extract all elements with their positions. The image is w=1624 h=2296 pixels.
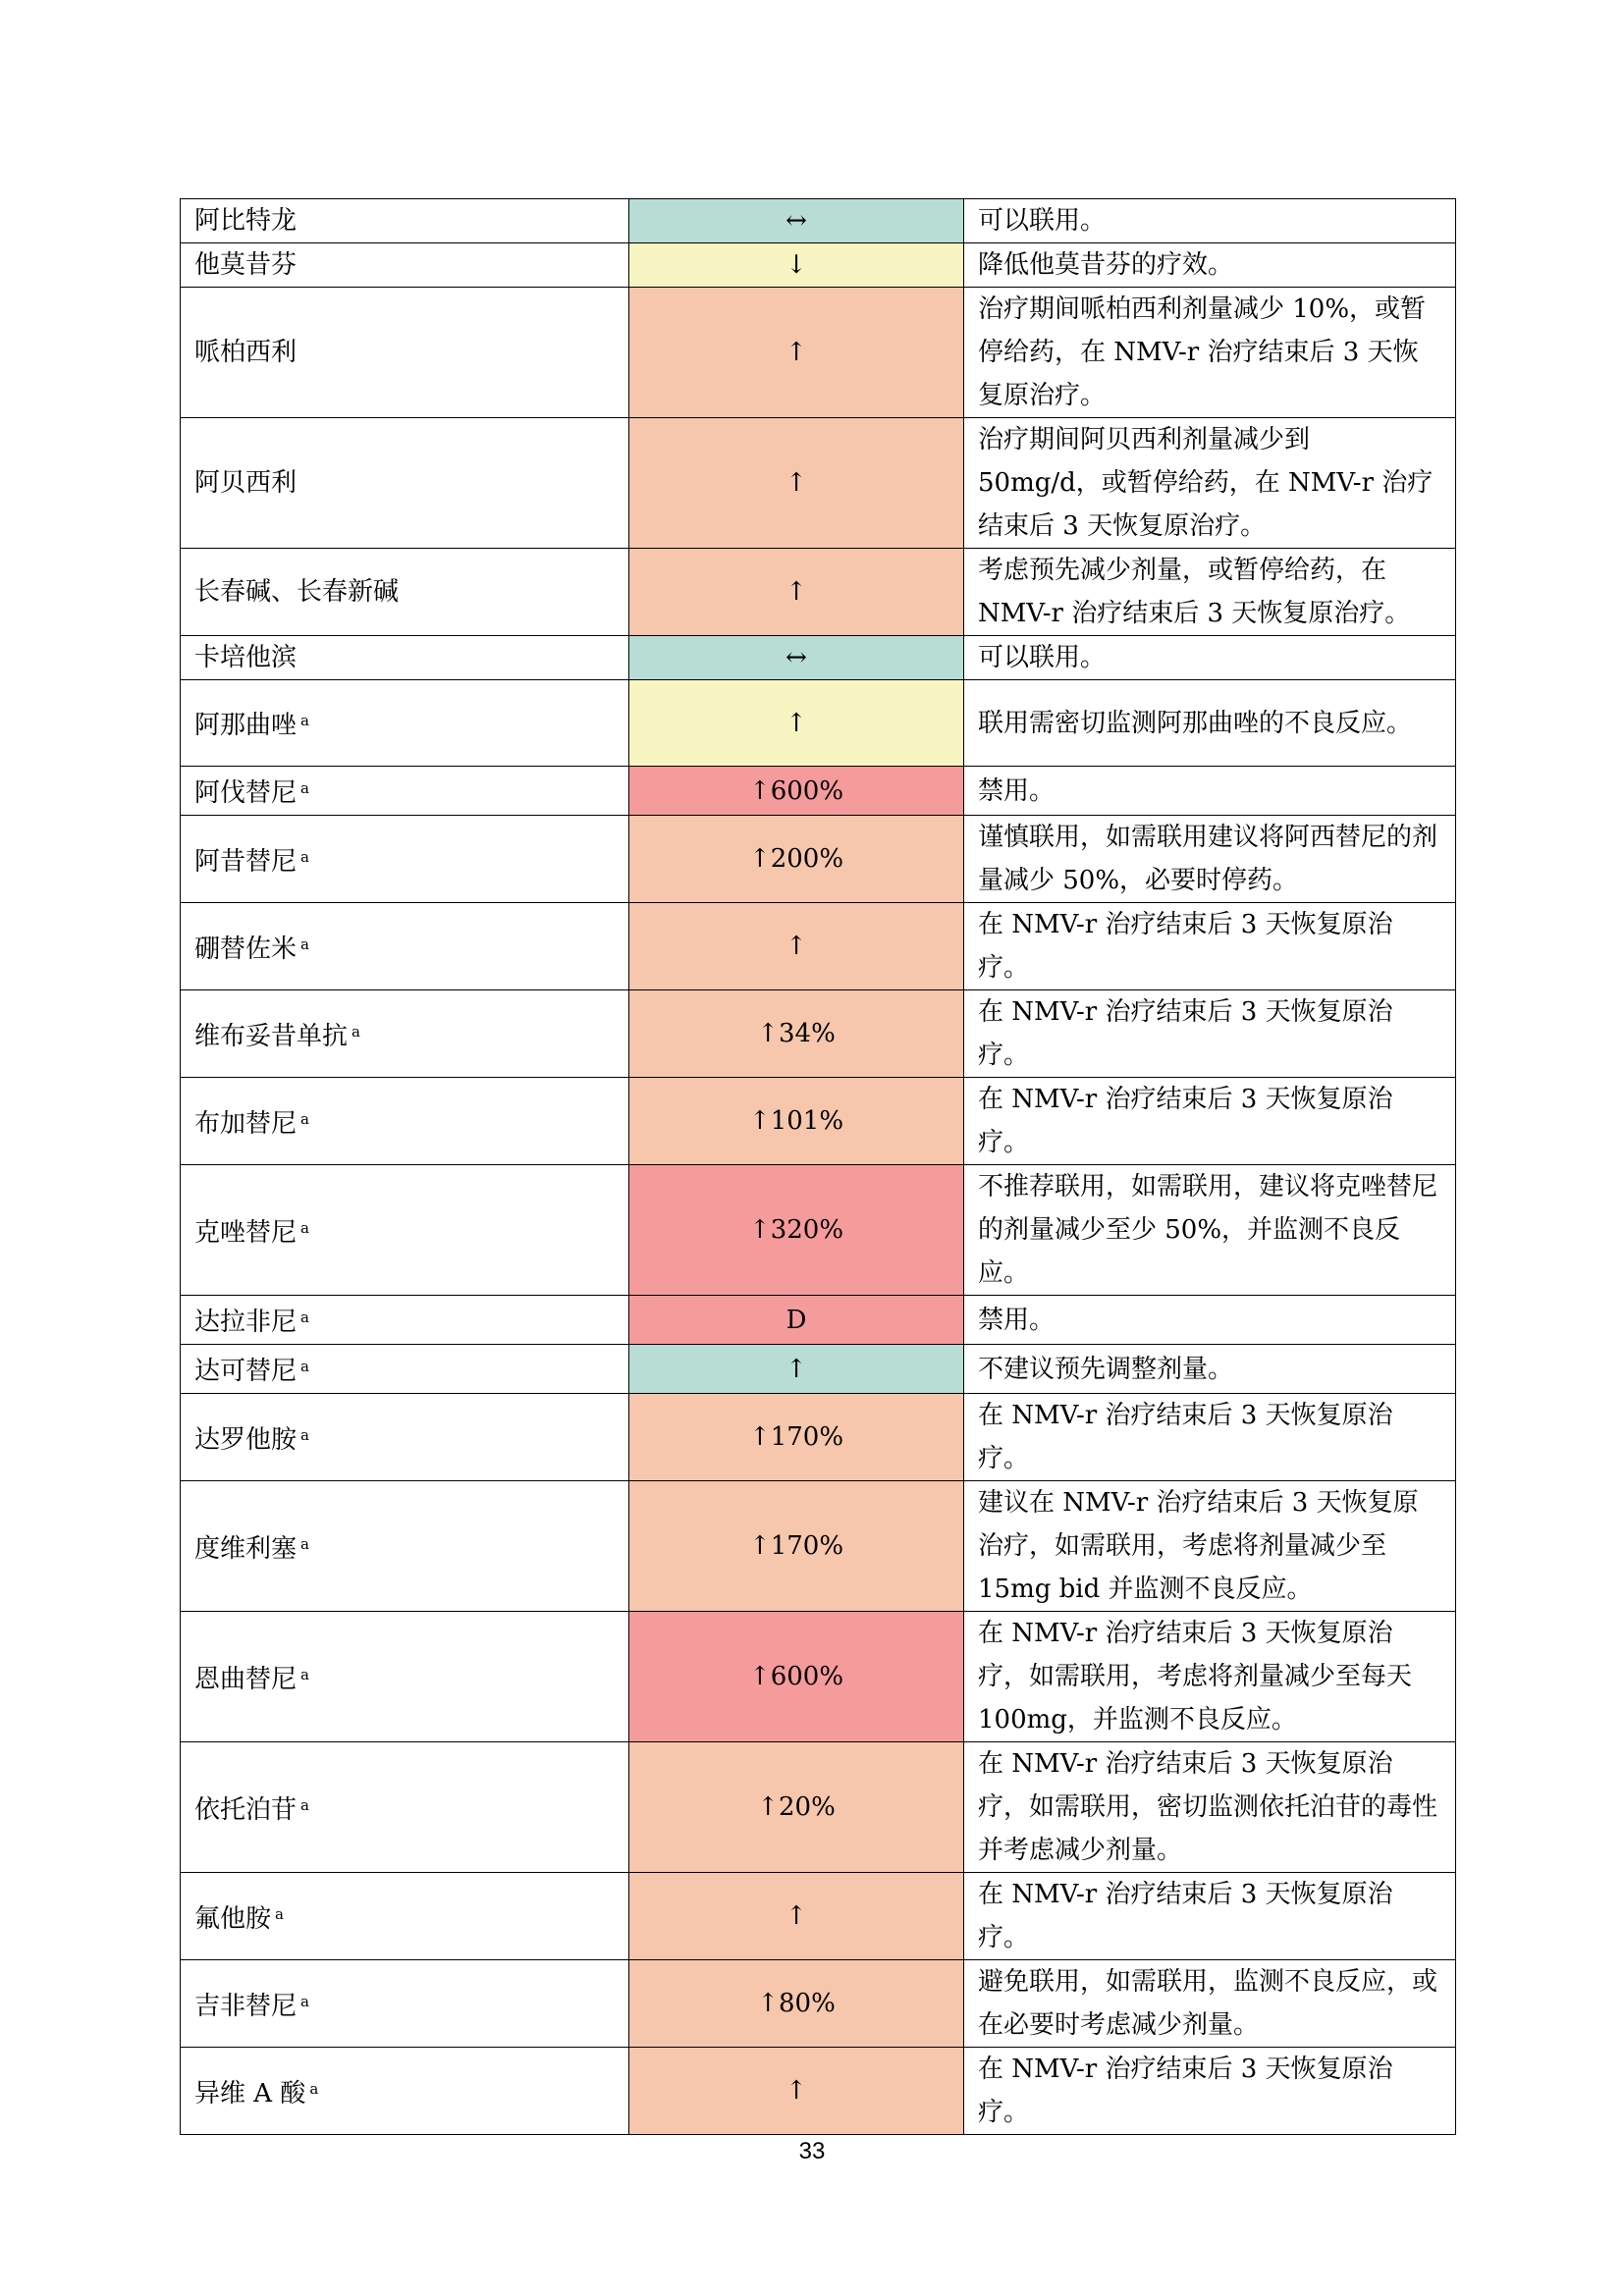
interaction-effect-cell: ↑ — [629, 549, 964, 636]
drug-name-cell — [181, 2048, 629, 2135]
drug-name-cell — [181, 767, 629, 816]
interaction-effect-cell: ↑600% — [629, 1612, 964, 1742]
recommendation-cell: 在 NMV-r 治疗结束后 3 天恢复原治疗。 — [964, 903, 1456, 990]
recommendation-cell: 可以联用。 — [964, 199, 1456, 243]
recommendation-cell: 在 NMV-r 治疗结束后 3 天恢复原治疗。 — [964, 1873, 1456, 1960]
drug-name: 阿比特龙 — [194, 206, 298, 236]
footnote-marker: a — [300, 1109, 309, 1128]
interaction-effect-cell: ↑20% — [629, 1742, 964, 1873]
drug-name: 卡培他滨 — [194, 643, 298, 672]
drug-name: 布加替尼 — [194, 1108, 298, 1139]
drug-name: 阿贝西利 — [194, 468, 298, 498]
table-row — [181, 418, 1456, 549]
drug-name-cell — [181, 1296, 629, 1345]
table-row — [181, 1296, 1456, 1345]
table-row — [181, 199, 1456, 243]
recommendation-cell: 在 NMV-r 治疗结束后 3 天恢复原治疗。 — [964, 2048, 1456, 2135]
drug-name-cell — [181, 636, 629, 680]
interaction-effect-cell: ↑ — [629, 680, 964, 767]
interaction-effect-cell: ↑ — [629, 1873, 964, 1960]
interaction-effect-cell: ↑170% — [629, 1394, 964, 1481]
page-number: 33 — [798, 2138, 826, 2164]
recommendation-cell: 在 NMV-r 治疗结束后 3 天恢复原治疗。 — [964, 990, 1456, 1078]
table-row — [181, 767, 1456, 816]
footnote-marker: a — [300, 847, 309, 866]
drug-name: 氟他胺 — [194, 1903, 272, 1934]
interaction-effect-cell: ↑170% — [629, 1481, 964, 1612]
drug-name-cell — [181, 903, 629, 990]
drug-name-cell — [181, 1165, 629, 1296]
footnote-marker: a — [352, 1022, 360, 1041]
drug-name: 克唑替尼 — [194, 1217, 298, 1248]
table-row — [181, 903, 1456, 990]
table-row — [181, 990, 1456, 1078]
drug-name-cell — [181, 549, 629, 636]
recommendation-cell: 在 NMV-r 治疗结束后 3 天恢复原治疗。 — [964, 1078, 1456, 1165]
drug-name: 阿伐替尼 — [194, 778, 298, 808]
table-row — [181, 288, 1456, 418]
drug-name: 长春碱、长春新碱 — [194, 577, 400, 607]
drug-name: 哌柏西利 — [194, 338, 298, 367]
recommendation-cell: 在 NMV-r 治疗结束后 3 天恢复原治疗。 — [964, 1394, 1456, 1481]
recommendation-cell: 禁用。 — [964, 767, 1456, 816]
interaction-effect-cell: D — [629, 1296, 964, 1345]
drug-name-cell — [181, 1960, 629, 2048]
recommendation-cell: 建议在 NMV-r 治疗结束后 3 天恢复原治疗，如需联用，考虑将剂量减少至 15mg bid 并监测不良反应。 — [964, 1481, 1456, 1612]
footnote-marker: a — [300, 712, 309, 729]
drug-name: 阿昔替尼 — [194, 846, 298, 877]
recommendation-cell: 联用需密切监测阿那曲唑的不良反应。 — [964, 680, 1456, 767]
drug-name-cell — [181, 1394, 629, 1481]
drug-name: 恩曲替尼 — [194, 1664, 298, 1694]
interaction-effect-cell: ↑101% — [629, 1078, 964, 1165]
drug-name-cell — [181, 1481, 629, 1612]
interaction-effect-cell: ↑200% — [629, 816, 964, 903]
drug-name: 硼替佐米 — [194, 934, 298, 964]
recommendation-cell: 考虑预先减少剂量，或暂停给药，在 NMV-r 治疗结束后 3 天恢复原治疗。 — [964, 549, 1456, 636]
drug-name: 维布妥昔单抗 — [194, 1021, 349, 1051]
footnote-marker: a — [300, 1665, 309, 1683]
footnote-marker: a — [300, 779, 309, 797]
drug-name-cell — [181, 1345, 629, 1394]
table-row — [181, 1165, 1456, 1296]
interaction-effect-cell: ↑320% — [629, 1165, 964, 1296]
footnote-marker: a — [300, 1795, 309, 1814]
recommendation-cell: 谨慎联用，如需联用建议将阿西替尼的剂量减少 50%，必要时停药。 — [964, 816, 1456, 903]
interaction-effect-cell: ↑ — [629, 903, 964, 990]
drug-name-cell — [181, 1078, 629, 1165]
table-row — [181, 1394, 1456, 1481]
recommendation-cell: 避免联用，如需联用，监测不良反应，或在必要时考虑减少剂量。 — [964, 1960, 1456, 2048]
table-row — [181, 1481, 1456, 1612]
drug-name-cell — [181, 199, 629, 243]
table-row — [181, 1960, 1456, 2048]
footnote-marker: a — [300, 1425, 309, 1444]
footnote-marker: a — [300, 1534, 309, 1553]
table-row — [181, 1742, 1456, 1873]
interaction-effect-cell: ↓ — [629, 243, 964, 288]
interaction-effect-cell: ↑ — [629, 288, 964, 418]
footnote-marker: a — [300, 1992, 309, 2010]
footnote-marker: a — [309, 2079, 319, 2098]
table-row — [181, 816, 1456, 903]
footnote-marker: a — [300, 1308, 309, 1326]
interaction-effect-cell: ↑ — [629, 2048, 964, 2135]
interaction-effect-cell: ↔ — [629, 199, 964, 243]
drug-name-cell — [181, 243, 629, 288]
drug-name: 达拉非尼 — [194, 1308, 298, 1337]
interaction-effect-cell: ↑ — [629, 418, 964, 549]
interaction-effect-cell: ↔ — [629, 636, 964, 680]
recommendation-cell: 在 NMV-r 治疗结束后 3 天恢复原治疗，如需联用，密切监测依托泊苷的毒性并考虑减少剂量。 — [964, 1742, 1456, 1873]
drug-name-cell — [181, 1742, 629, 1873]
footnote-marker: a — [275, 1904, 284, 1923]
drug-name: 达罗他胺 — [194, 1424, 298, 1455]
drug-name: 达可替尼 — [194, 1357, 298, 1386]
recommendation-cell: 不建议预先调整剂量。 — [964, 1345, 1456, 1394]
recommendation-cell: 不推荐联用，如需联用，建议将克唑替尼的剂量减少至少 50%，并监测不良反应。 — [964, 1165, 1456, 1296]
drug-name-cell — [181, 680, 629, 767]
footnote-marker: a — [300, 1218, 309, 1237]
drug-name: 他莫昔芬 — [194, 250, 298, 280]
drug-name-cell — [181, 418, 629, 549]
drug-name-cell — [181, 288, 629, 418]
footnote-marker: a — [300, 934, 309, 953]
recommendation-cell: 降低他莫昔芬的疗效。 — [964, 243, 1456, 288]
recommendation-cell: 治疗期间阿贝西利剂量减少到 50mg/d，或暂停给药，在 NMV-r 治疗结束后 3 天恢复原治疗。 — [964, 418, 1456, 549]
recommendation-cell: 治疗期间哌柏西利剂量减少 10%，或暂停给药，在 NMV-r 治疗结束后 3 天恢复原治疗。 — [964, 288, 1456, 418]
table-row — [181, 680, 1456, 767]
table-row — [181, 243, 1456, 288]
drug-name-cell — [181, 1873, 629, 1960]
drug-name: 吉非替尼 — [194, 1991, 298, 2021]
drug-name: 依托泊苷 — [194, 1794, 298, 1825]
recommendation-cell: 可以联用。 — [964, 636, 1456, 680]
table-row — [181, 549, 1456, 636]
interaction-effect-cell: ↑34% — [629, 990, 964, 1078]
drug-name: 阿那曲唑 — [194, 711, 298, 740]
drug-name-cell — [181, 1612, 629, 1742]
table-row — [181, 636, 1456, 680]
table-row — [181, 1873, 1456, 1960]
drug-name: 度维利塞 — [194, 1533, 298, 1564]
recommendation-cell: 禁用。 — [964, 1296, 1456, 1345]
table-row — [181, 1345, 1456, 1394]
table-body — [181, 199, 1456, 2135]
table-row — [181, 2048, 1456, 2135]
interaction-effect-cell: ↑600% — [629, 767, 964, 816]
drug-name-cell — [181, 990, 629, 1078]
drug-interaction-table — [180, 198, 1456, 2135]
interaction-effect-cell: ↑ — [629, 1345, 964, 1394]
footnote-marker: a — [300, 1358, 309, 1375]
recommendation-cell: 在 NMV-r 治疗结束后 3 天恢复原治疗，如需联用，考虑将剂量减少至每天 100mg，并监测不良反应。 — [964, 1612, 1456, 1742]
interaction-effect-cell: ↑80% — [629, 1960, 964, 2048]
drug-name-cell — [181, 816, 629, 903]
drug-name: 异维 A 酸 — [194, 2078, 306, 2109]
table-row — [181, 1612, 1456, 1742]
table-row — [181, 1078, 1456, 1165]
